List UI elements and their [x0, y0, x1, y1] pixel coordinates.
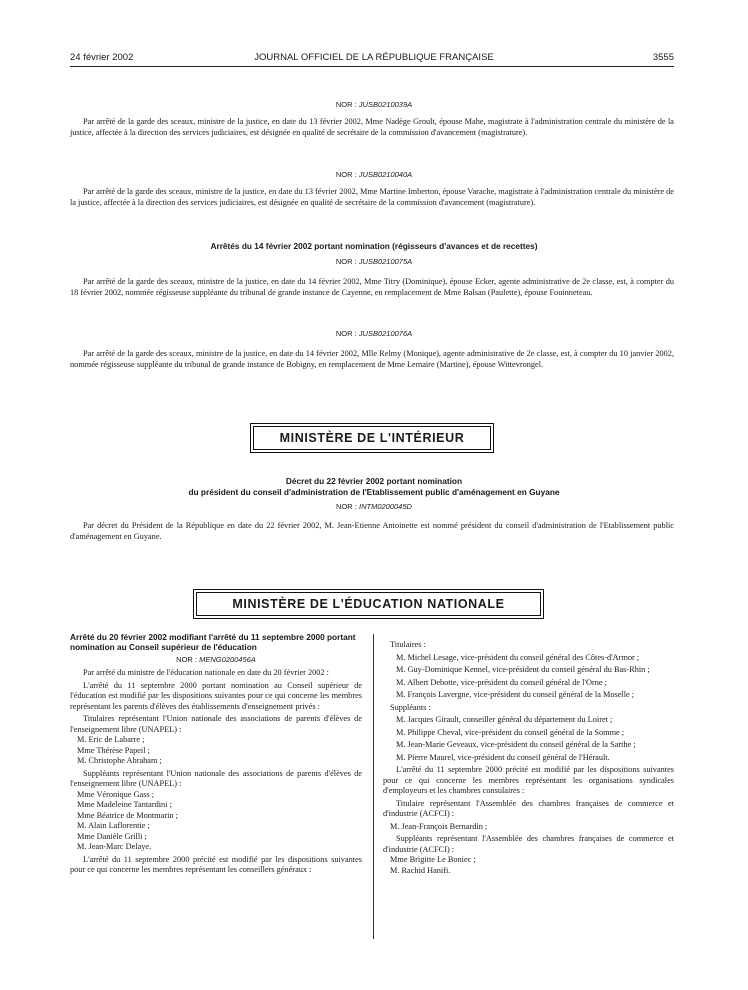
list-item: M. Jacques Girault, conseiller général du département du Loiret ;: [396, 715, 613, 724]
decree-title: Décret du 22 février 2002 portant nomination: [285, 476, 463, 486]
header-page-number: 3555: [652, 52, 674, 63]
list-item: Mme Thérèse Papeil ;: [77, 745, 150, 755]
paragraph: Par arrêté de la garde des sceaux, ministre de la justice, en date du 14 février 2002, Mme Titry (Dominique), épouse Ecker, agente administrative de 2e classe, est, à compter du 18 février 2002, nommée régisseuse suppléante du tribunal de grande instance de Cayenne, en remplacement de Mme Balsan (Paulette), épouse Fouinneteau.: [70, 277, 674, 297]
column-divider: [373, 634, 374, 939]
list-item: M. Rachid Hanifi.: [390, 865, 451, 875]
list-item: M. Pierre Maurel, vice-président du conseil général de l'Hérault.: [396, 752, 610, 762]
paragraph: Titulaires représentant l'Union nationale des associations de parents d'élèves de l'enseignement libre (UNAPEL) :: [70, 714, 362, 734]
nor-code: INTM0200045D: [358, 502, 412, 511]
list-item: M. Alain Laflorentie ;: [77, 821, 150, 831]
list-item: Mme Brigitte Le Boniec ;: [390, 855, 476, 864]
header-date: 24 février 2002: [70, 52, 134, 63]
nor-line: NOR : JUSB0210040A: [335, 170, 413, 179]
list-item: M. Philippe Cheval, vice-président du conseil général de la Somme ;: [396, 727, 625, 737]
nor-code: JUSB0210040A: [358, 170, 413, 179]
header-journal-title: JOURNAL OFFICIEL DE LA RÉPUBLIQUE FRANÇAISE: [254, 52, 494, 63]
ministry-heading-education: MINISTÈRE DE L'ÉDUCATION NATIONALE: [196, 592, 541, 616]
left-column: [70, 633, 362, 876]
list-item: M. François Lavergne, vice-président du conseil général de la Moselle ;: [396, 690, 635, 699]
list-item: Mme Madeleine Tantardini ;: [77, 800, 172, 810]
paragraph: Par arrêté de la garde des sceaux, ministre de la justice, en date du 13 février 2002, Mme Martine Imberton, épouse Varache, magistrate à l'administration centrale du ministère de la justice, affectée à la direction des services judiciaires, est désignée en qualité de secrétaire de la commission d'avancement (magistrature).: [70, 187, 674, 207]
list-item: M. Jean-Marc Delaye.: [77, 842, 152, 852]
subheading: Suppléants :: [390, 702, 431, 712]
list-item: M. Michel Lesage, vice-président du conseil général des Côtes-d'Armor ;: [396, 652, 640, 662]
subheading: Titulaires :: [390, 640, 426, 649]
list-item: M. Eric de Labarre ;: [77, 735, 145, 745]
paragraph: Par arrêté de la garde des sceaux, ministre de la justice, en date du 14 février 2002, Mlle Relmy (Monique), agente administrative de 2e classe, est, à compter du 10 janvier 2002, nommée régisseuse suppléante du tribunal de grande instance de Bobigny, en remplacement de Mme Lemaire (Martine), épouse Wittevrongel.: [70, 349, 674, 369]
paragraph: L'arrêté du 11 septembre 2000 précité est modifié par les dispositions suivantes pour ce qui concerne les membres représentant les conseillers généraux :: [70, 854, 362, 875]
nor-code: JUSB0210039A: [358, 100, 413, 109]
right-column: [383, 640, 674, 876]
paragraph: Suppléants représentant l'Assemblée des chambres françaises de commerce et d'industrie (ACFCI) :: [383, 834, 674, 854]
nor-code: JUSB0210076A: [358, 329, 413, 338]
ministry-heading-interior: MINISTÈRE DE L'INTÉRIEUR: [253, 426, 491, 450]
paragraph: Suppléants représentant l'Union nationale des associations de parents d'élèves de l'enseignement libre (UNAPEL) :: [70, 768, 362, 789]
list-item: M. Jean-François Bernardin ;: [390, 821, 488, 831]
nor-line: NOR : JUSB0210076A: [335, 329, 413, 338]
header-rule: [70, 66, 674, 67]
list-item: M. Guy-Dominique Kennel, vice-président du conseil général du Bas-Rhin ;: [396, 665, 650, 674]
nor-code: JUSB0210075A: [358, 257, 413, 266]
decree-title-line2: du président du conseil d'administration de l'Etablissement public d'aménagement en Guyane: [188, 487, 560, 497]
nor-line: NOR : INTM0200045D: [336, 502, 412, 511]
paragraph: L'arrêté du 11 septembre 2000 portant nomination au Conseil supérieur de l'éducation est modifié par les dispositions suivantes pour ce qui concerne les membres représentant les parents d'élèves des établissements d'enseignement privés :: [70, 680, 362, 711]
paragraph: Par arrêté du ministre de l'éducation nationale en date du 20 février 2002 :: [83, 668, 329, 678]
list-item: Mme Danièle Grilli ;: [77, 831, 147, 841]
list-item: Mme Béatrice de Montmarin ;: [77, 810, 178, 820]
paragraph: L'arrêté du 11 septembre 2000 précité est modifié par les dispositions suivantes pour ce qui concerne les membres représentant les organisations syndicales d'employeurs et les chambres consulaires :: [383, 765, 674, 795]
nor-line: NOR : JUSB0210075A: [335, 257, 413, 266]
paragraph: Par décret du Président de la République en date du 22 février 2002, M. Jean-Etienne Antoinette est nommé président du conseil d'administration de l'Etablissement public d'aménagement en Guyane.: [70, 521, 674, 541]
list-item: M. Jean-Marie Geveaux, vice-président du conseil général de la Sarthe ;: [396, 740, 636, 749]
nor-code: MENG0200456A: [199, 654, 256, 664]
list-item: Mme Véronique Gass ;: [77, 789, 155, 799]
paragraph: Titulaire représentant l'Assemblée des chambres françaises de commerce et d'industrie (ACFCI) :: [383, 798, 674, 818]
decree-title: Arrêté du 20 février 2002 modifiant l'arrêté du 11 septembre 2000 portant nomination au Conseil supérieur de l'éducation: [70, 632, 356, 652]
list-item: M. Albert Debotte, vice-président du conseil général de l'Orne ;: [396, 677, 607, 687]
paragraph: Par arrêté de la garde des sceaux, ministre de la justice, en date du 13 février 2002, Mme Nadège Groult, épouse Mahe, magistrate à l'administration centrale du ministère de la justice, affectée à la direction des services judiciaires, est désignée en qualité de secrétaire de la commission d'avancement (magistrature).: [70, 117, 674, 137]
nor-line: NOR : JUSB0210039A: [335, 100, 413, 109]
nor-line: NOR : MENG0200456A: [176, 654, 256, 664]
decree-title: Arrêtés du 14 février 2002 portant nomination (régisseurs d'avances et de recettes): [210, 241, 538, 251]
list-item: M. Christophe Abraham ;: [77, 756, 162, 766]
